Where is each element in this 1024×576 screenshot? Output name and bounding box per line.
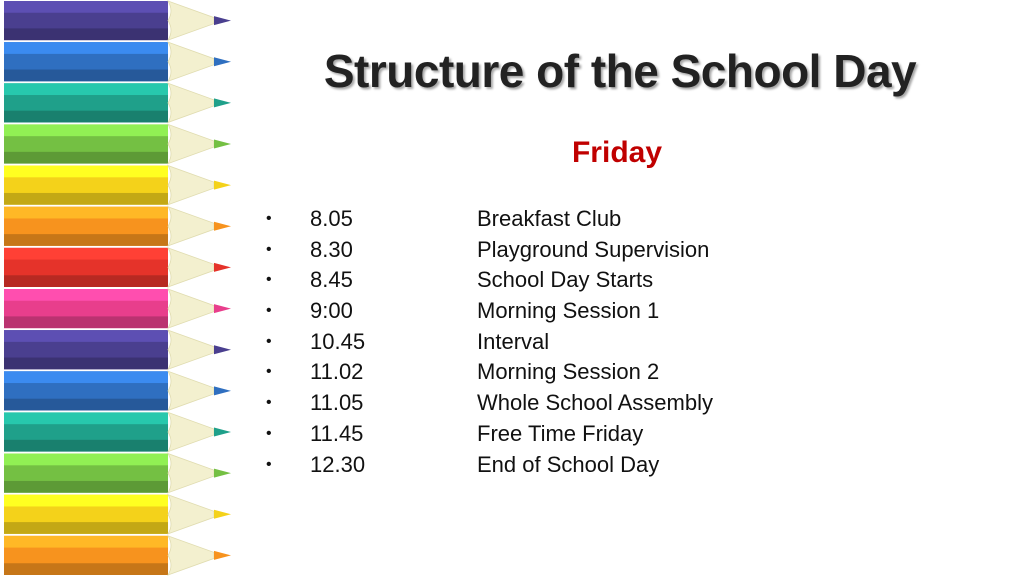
bullet-icon: • <box>266 271 272 289</box>
pencil <box>4 248 231 287</box>
schedule-time: 9:00 <box>310 298 353 324</box>
pencil <box>4 1 231 40</box>
schedule-event: Breakfast Club <box>477 206 622 231</box>
pencil <box>4 207 231 246</box>
schedule-event: End of School Day <box>477 451 660 477</box>
schedule-time: 12.30 <box>310 451 366 477</box>
pencil <box>4 495 231 534</box>
schedule-event: Interval <box>477 328 550 354</box>
bullet-icon: • <box>266 332 272 350</box>
schedule-event: Morning Session 1 <box>477 298 660 324</box>
schedule-time: 8.45 <box>310 267 353 293</box>
schedule-time: 11.45 <box>310 420 364 446</box>
schedule-event: Free Time Friday <box>477 420 644 446</box>
pencil <box>4 42 231 81</box>
pencil <box>4 536 231 575</box>
schedule-event: School Day Starts <box>477 267 654 293</box>
bullet-icon: • <box>266 363 272 381</box>
bullet-icon: • <box>266 302 272 320</box>
pencil <box>4 371 231 410</box>
bullet-icon: • <box>266 455 272 473</box>
pencils-decoration <box>0 0 240 576</box>
bullet-icon: • <box>266 424 272 442</box>
pencil <box>4 454 231 493</box>
schedule-time: 8.05 <box>310 206 353 231</box>
pencil <box>4 124 231 163</box>
pencil <box>4 166 231 205</box>
day-subtitle: Friday <box>571 136 663 169</box>
bullet-icon: • <box>266 394 272 412</box>
schedule-time: 11.05 <box>310 390 364 416</box>
schedule-event: Playground Supervision <box>477 236 710 262</box>
page-title: Structure of the School Day <box>323 45 917 97</box>
pencil <box>4 330 231 369</box>
schedule-time: 8.30 <box>310 236 353 262</box>
bullet-icon: • <box>266 240 272 258</box>
pencil <box>4 83 231 122</box>
schedule-event: Whole School Assembly <box>477 390 713 416</box>
pencil <box>4 289 231 328</box>
pencil <box>4 412 231 451</box>
schedule-event: Morning Session 2 <box>477 359 660 385</box>
schedule-time: 10.45 <box>310 328 366 354</box>
bullet-icon: • <box>266 210 272 227</box>
schedule-time: 11.02 <box>310 359 364 385</box>
